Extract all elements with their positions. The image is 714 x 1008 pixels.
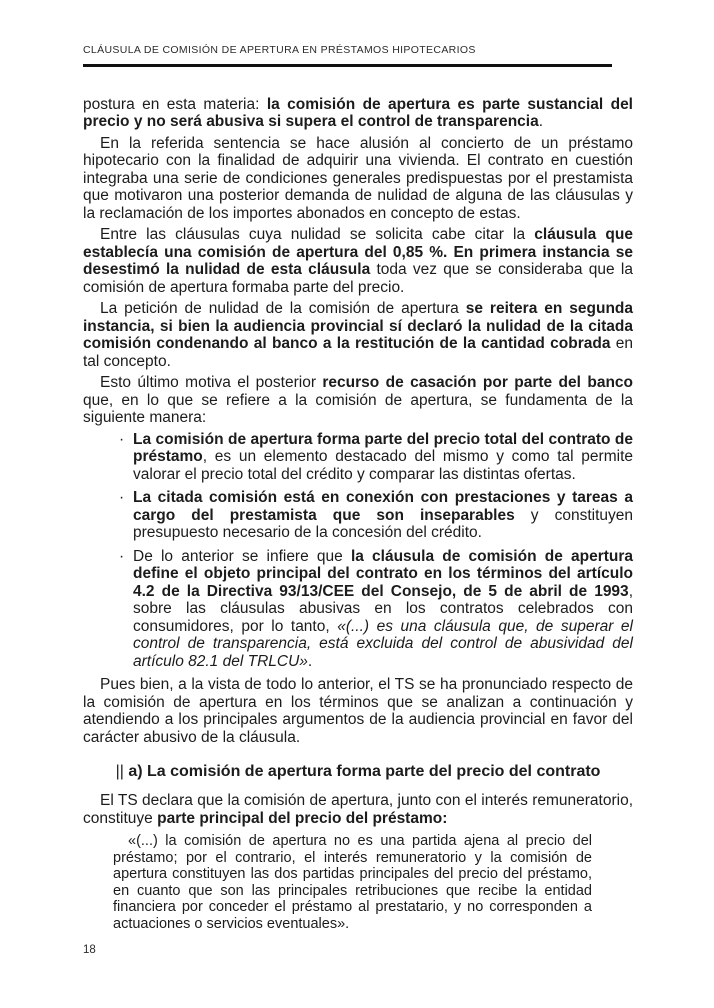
bullet-icon: · <box>119 489 125 506</box>
paragraph: En la referida sentencia se hace alusión al concierto de un préstamo hipotecario con la finalidad de adquirir una vivienda. El contrato en cuestión integraba una serie de condiciones generales predispuestas por el prestamista que motivaron una posterior demanda de nulidad de alguna de las cláusulas y la reclamación de los importes abonados en concepto de estas. <box>83 134 633 222</box>
header-rule <box>83 64 612 67</box>
paragraph: Pues bien, a la vista de todo lo anterior, el TS se ha pronunciado respecto de la comisión de apertura en los términos que se analizan a continuación y atendiendo a los principales argumentos de la audiencia provincial en favor del carácter abusivo de la cláusula. <box>83 676 633 746</box>
bold-text: La citada comisión está en conexión con prestaciones y tareas a cargo del prestamista que son inseparables <box>133 489 633 524</box>
heading-marker: || <box>115 763 129 780</box>
paragraph: El TS declara que la comisión de apertura, junto con el interés remuneratorio, constituye parte principal del precio del préstamo: <box>83 792 633 827</box>
bold-text: parte principal del precio del préstamo: <box>157 809 448 827</box>
bold-text: se reitera en segunda instancia, si bien la audiencia provincial sí declaró la nulidad de la citada comisión condenando al banco a la restitución de la cantidad cobrada <box>83 300 634 352</box>
paragraph: La petición de nulidad de la comisión de apertura se reitera en segunda instancia, si bien la audiencia provincial sí declaró la nulidad de la citada comisión condenando al banco a la restitución de la cantidad cobrada en tal concepto. <box>83 300 634 370</box>
paragraph: Entre las cláusulas cuya nulidad se solicita cabe citar la cláusula que establecía una comisión de apertura del 0,85 %. En primera instancia se desestimó la nulidad de esta cláusula toda vez que se consideraba que la comisión de apertura formaba parte del precio. <box>83 226 633 296</box>
bullet-item: · La comisión de apertura forma parte del precio total del contrato de préstamo, es un elemento destacado del mismo y como tal permite valorar el precio total del crédito y comparar las distintas ofertas. <box>119 430 633 483</box>
bullet-item: · De lo anterior se infiere que la cláusula de comisión de apertura define el objeto principal del contrato en los términos del artículo 4.2 de la Directiva 93/13/CEE del Consejo, de 5 de abril de 1993, sobre las cláusulas abusivas en los contratos celebrados con consumidores, por lo tanto, «(...) es una cláusula que, de superar el control de transparencia, está excluida del control de abusividad del artículo 82.1 del TRLCU». <box>119 547 634 670</box>
bullet-item: · La citada comisión está en conexión con prestaciones y tareas a cargo del prestamista que son inseparables y constituyen presupuesto necesario de la concesión del crédito. <box>119 489 633 541</box>
bold-text: la comisión de apertura es parte sustancial del precio y no será abusiva si supera el control de transparencia <box>83 95 633 130</box>
bold-text: cláusula que establecía una comisión de apertura del 0,85 %. En primera instancia se desestimó la nulidad de esta cláusula <box>83 226 633 278</box>
bullet-icon: · <box>119 547 125 565</box>
paragraph: postura en esta materia: la comisión de apertura es parte sustancial del precio y no será abusiva si supera el control de transparencia. <box>83 95 633 130</box>
running-header-title: CLÁUSULA DE COMISIÓN DE APERTURA EN PRÉSTAMOS HIPOTECARIOS <box>83 44 476 56</box>
bold-text: recurso de casación por parte del banco <box>322 374 633 391</box>
bold-text: la cláusula de comisión de apertura define el objeto principal del contrato en los términos del artículo 4.2 de la Directiva 93/13/CEE del Consejo, de 5 de abril de 1993 <box>133 547 634 600</box>
quote-block: «(...) la comisión de apertura no es una partida ajena al precio del préstamo; por el contrario, el interés remuneratorio y la comisión de apertura constituyen las dos partidas principales del precio del préstamo, en cuanto que son las principales retribuciones que recibe la entidad financiera por conceder el préstamo al prestatario, y no corresponden a actuaciones o servicios eventuales». <box>113 833 592 932</box>
bullet-icon: · <box>119 430 125 448</box>
bold-text: a) La comisión de apertura forma parte del precio del contrato <box>128 763 601 780</box>
bold-text: La comisión de apertura forma parte del precio total del contrato de préstamo <box>133 430 633 465</box>
page-body <box>83 96 633 933</box>
paragraph: Esto último motiva el posterior recurso de casación por parte del banco que, en lo que se refiere a la comisión de apertura, se fundamenta de la siguiente manera: <box>83 374 633 426</box>
page-number: 18 <box>83 944 96 956</box>
section-heading <box>83 763 633 781</box>
running-header <box>83 44 633 67</box>
italic-text: «(...) es una cláusula que, de superar el control de transparencia, está excluida del control de abusividad del artículo 82.1 del TRLCU» <box>133 617 633 670</box>
